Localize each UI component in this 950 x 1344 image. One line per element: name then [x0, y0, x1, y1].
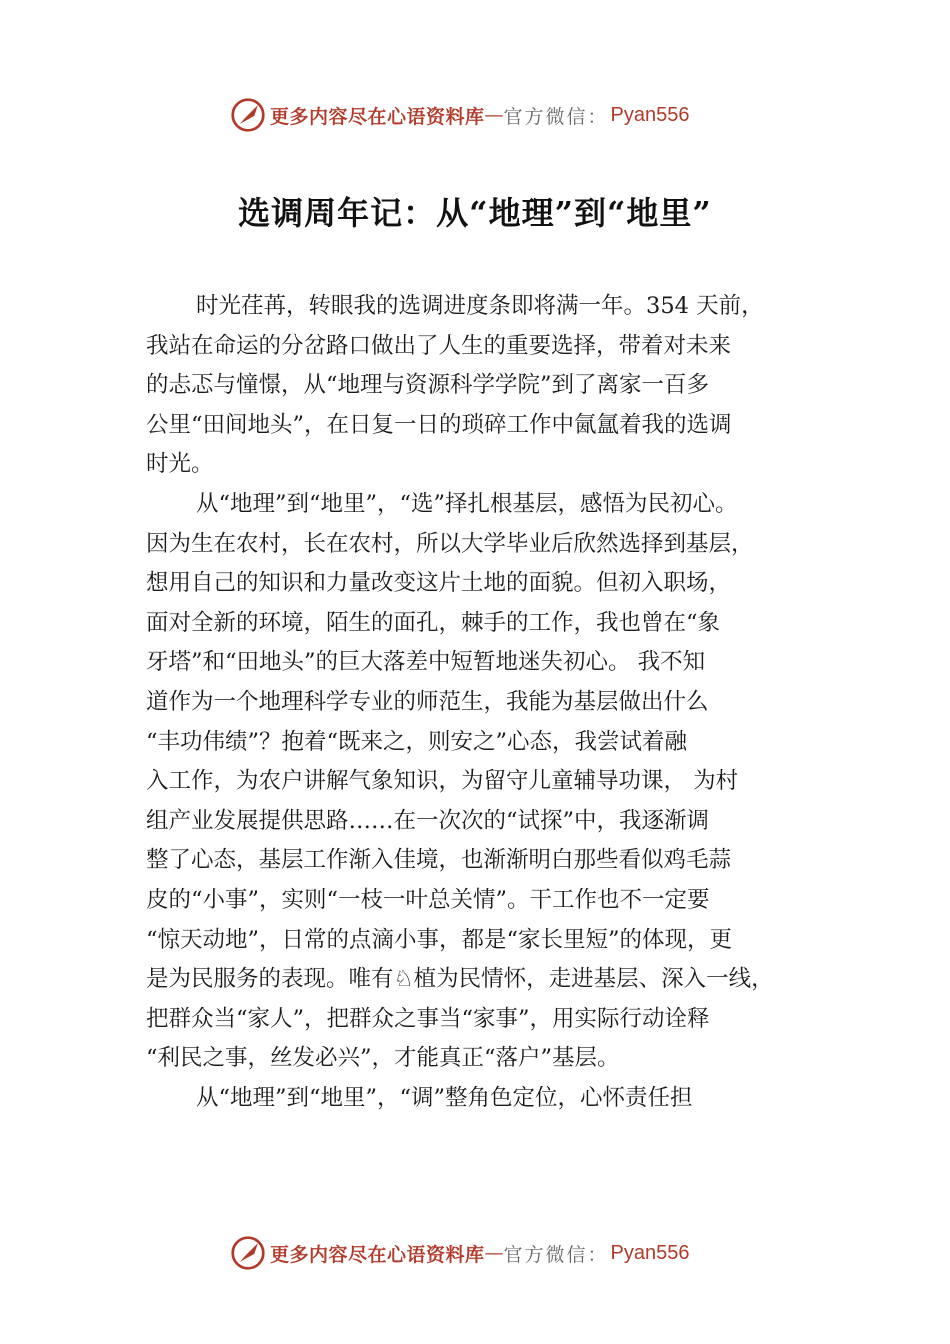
body-line: 我站在命运的分岔路口做出了人生的重要选择，带着对未来: [146, 332, 732, 359]
footer-wechat-label: 官方微信：: [503, 1243, 609, 1266]
quill-logo-icon: [230, 97, 266, 133]
header-banner: [230, 95, 690, 135]
footer-slogan: 更多内容尽在心语资料库: [270, 1243, 485, 1266]
body-line: 从“地理”到“地里”，“调”整角色定位，心怀责任担: [196, 1084, 693, 1111]
body-line: 因为生在农村，长在农村，所以大学毕业后欣然选择到基层，: [146, 530, 754, 557]
body-line: 想用自己的知识和力量改变这片土地的面貌。但初入职场，: [146, 570, 732, 597]
quill-logo-icon: [230, 1235, 266, 1271]
document-title: 选调周年记：从“地理”到“地里”: [238, 194, 712, 232]
body-line: “惊天动地”，日常的点滴小事，都是“家长里短”的体现，更: [146, 926, 733, 953]
footer-wechat-id: Pyan556: [610, 1241, 690, 1264]
body-line: 从“地理”到“地里”，“选”择扎根基层，感悟为民初心。: [196, 490, 738, 517]
body-line: “丰功伟绩”？抱着“既来之，则安之”心态，我尝试着融: [146, 728, 688, 755]
body-line: 组产业发展提供思路……在一次次的“试探”中，我逐渐调: [146, 807, 710, 834]
body-line: 把群众当“家人”，把群众之事当“家事”，用实际行动诠释: [146, 1005, 710, 1032]
body-line: 是为民服务的表现。唯有♘植为民情怀，走进基层、深入一线，: [146, 966, 774, 993]
header-slogan: 更多内容尽在心语资料库: [270, 105, 485, 128]
footer-separator: —: [484, 1242, 504, 1264]
body-line: 的忐忑与憧憬，从“地理与资源科学学院”到了离家一百多: [146, 372, 710, 399]
body-line: 时光荏苒，转眼我的选调进度条即将满一年。354 天前，: [196, 293, 764, 319]
body-line: 牙塔”和“田地头”的巨大落差中短暂地迷失初心。 我不知: [146, 649, 706, 676]
body-line: 时光。: [146, 451, 214, 478]
header-wechat-id: Pyan556: [610, 103, 690, 126]
body-line: 公里“田间地头”，在日复一日的琐碎工作中氤氲着我的选调: [146, 411, 732, 438]
body-line: “利民之事，丝发必兴”，才能真正“落户”基层。: [146, 1045, 620, 1072]
footer-banner: [230, 1233, 690, 1273]
body-line: 道作为一个地理科学专业的师范生，我能为基层做出什么: [146, 688, 709, 715]
body-line: 整了心态，基层工作渐入佳境，也渐渐明白那些看似鸡毛蒜: [146, 847, 732, 874]
body-line: 入工作，为农户讲解气象知识，为留守儿童辅导功课， 为村: [146, 768, 739, 795]
body-line: 面对全新的环境，陌生的面孔，棘手的工作，我也曾在“象: [146, 609, 721, 636]
header-separator: —: [484, 104, 504, 126]
header-wechat-label: 官方微信：: [503, 105, 609, 128]
body-line: 皮的“小事”，实则“一枝一叶总关情”。干工作也不一定要: [146, 886, 710, 913]
document-body: [146, 287, 836, 1118]
